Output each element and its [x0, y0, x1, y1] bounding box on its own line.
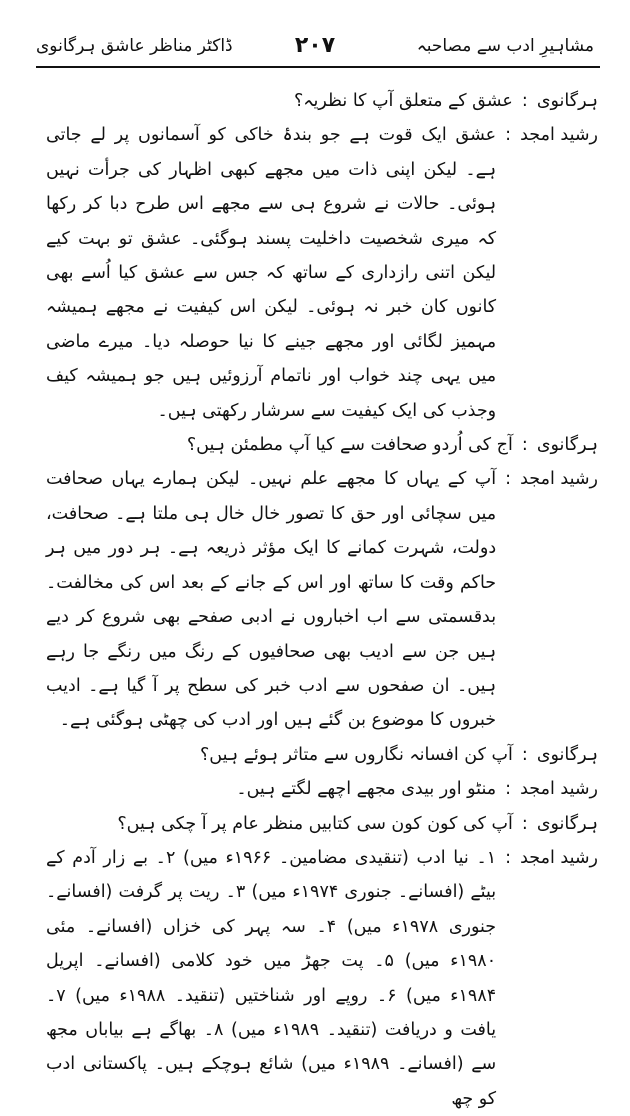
header-rule — [36, 66, 600, 68]
dialogue-entry — [46, 118, 598, 428]
speaker-separator: : — [521, 91, 528, 111]
dialogue-entry — [46, 462, 598, 737]
speaker-separator: : — [521, 813, 528, 834]
answer-text: ۱۔ نیا ادب (تنقیدی مضامین۔ ۱۹۶۶ء میں) ۲۔ بے زار آدم کے بیٹے (افسانے۔ جنوری ۱۹۷۴ء میں) ۳۔ ریت پر گرفت (افسانے۔ جنوری ۱۹۷۸ء میں) ۴۔ سہ پہر کی خزاں (افسانے۔ مئی ۱۹۸۰ء میں) ۵۔ پت جھڑ میں خود کلامی (افسانے۔ اپریل ۱۹۸۴ء میں) ۶۔ روپے اور شناختیں (تنقید۔ ۱۹۸۸ء میں) ۷۔ یافت و دریافت (تنقید۔ ۱۹۸۹ء میں) ۸۔ بھاگے ہے بیاباں مجھ سے (افسانے۔ ۱۹۸۹ء میں) شائع ہوچکے ہیں۔ پاکستانی ادب کو چھ — [46, 847, 497, 1109]
dialogue-entry — [46, 772, 598, 806]
header-book-title: مشاہیرِ ادب سے مصاحبہ — [416, 35, 594, 56]
speaker-name: ہرگانوی — [536, 744, 598, 765]
running-header — [36, 28, 594, 62]
question-text: آج کی اُردو صحافت سے کیا آپ مطمئن ہیں؟ — [186, 435, 513, 456]
speaker-separator: : — [505, 469, 512, 490]
speaker-name: رشید امجد — [520, 469, 598, 490]
speaker-separator: : — [505, 847, 512, 868]
speaker-separator: : — [521, 435, 528, 456]
speaker-name: ہرگانوی — [536, 813, 598, 834]
speaker-name: رشید امجد — [520, 779, 598, 800]
speaker-name: ہرگانوی — [536, 91, 598, 111]
dialogue-entry — [46, 841, 598, 1116]
speaker-separator: : — [505, 779, 512, 800]
speaker-name: رشید امجد — [520, 125, 598, 146]
dialogue-entry — [46, 428, 598, 462]
dialogue-entry — [46, 738, 598, 772]
page-number: ۲۰۷ — [294, 32, 336, 58]
answer-text: منٹو اور بیدی مجھے اچھے لگتے ہیں۔ — [236, 779, 497, 800]
interview-text — [46, 84, 598, 1116]
answer-text: آپ کے یہاں کا مجھے علم نہیں۔ لیکن ہمارے یہاں صحافت میں سچائی اور حق کا تصور خال خال ہی ملتا ہے۔ صحافت، دولت، شہرت کمانے کا ایک مؤثر ذریعہ ہے۔ ہر دور میں ہر حاکم وقت کا ساتھ اور اس کے جانے کے بعد اس کی مخالفت۔ بدقسمتی سے اب اخباروں نے ادبی صفحے بھی شروع کر دیے ہیں جن سے ادیب بھی صحافیوں کے رنگ میں رنگے جا رہے ہیں۔ ان صفحوں سے ادب خبر کی سطح پر آ گیا ہے۔ ادیب خبروں کا موضوع بن گئے ہیں اور ادب کی چھٹی ہوگئی ہے۔ — [46, 469, 497, 731]
question-text: آپ کی کون کون سی کتابیں منظر عام پر آ چکی ہیں؟ — [117, 813, 513, 834]
dialogue-entry — [46, 84, 598, 118]
question-text: آپ کن افسانہ نگاروں سے متاثر ہوئے ہیں؟ — [199, 744, 513, 765]
speaker-name: ہرگانوی — [536, 435, 598, 456]
header-author-name: ڈاکٹر مناظر عاشق ہرگانوی — [36, 35, 233, 56]
question-text: عشق کے متعلق آپ کا نظریہ؟ — [293, 91, 513, 111]
speaker-separator: : — [505, 125, 512, 146]
speaker-separator: : — [521, 744, 528, 765]
dialogue-entry — [46, 807, 598, 841]
speaker-name: رشید امجد — [520, 847, 598, 868]
answer-text: عشق ایک قوت ہے جو بندۂ خاکی کو آسمانوں پر لے جاتی ہے۔ لیکن اپنی ذات میں مجھے کبھی اظہار کی جرأت نہیں ہوئی۔ حالات نے شروع ہی سے مجھے اس طرح دبا کر رکھا کہ میری شخصیت داخلیت پسند ہوگئی۔ عشق تو بہت کیے لیکن اتنی رازداری کے ساتھ کہ جس سے عشق کیا اُسے بھی کانوں کان خبر نہ ہوئی۔ لیکن اس کیفیت نے مجھے ہمیشہ مہمیز لگائی اور مجھے جینے کا نیا حوصلہ دیا۔ میرے ماضی میں یہی چند خواب اور ناتمام آرزوئیں ہیں جو ہمیشہ کیف وجذب کی ایک کیفیت سے سرشار رکھتی ہیں۔ — [46, 125, 497, 421]
